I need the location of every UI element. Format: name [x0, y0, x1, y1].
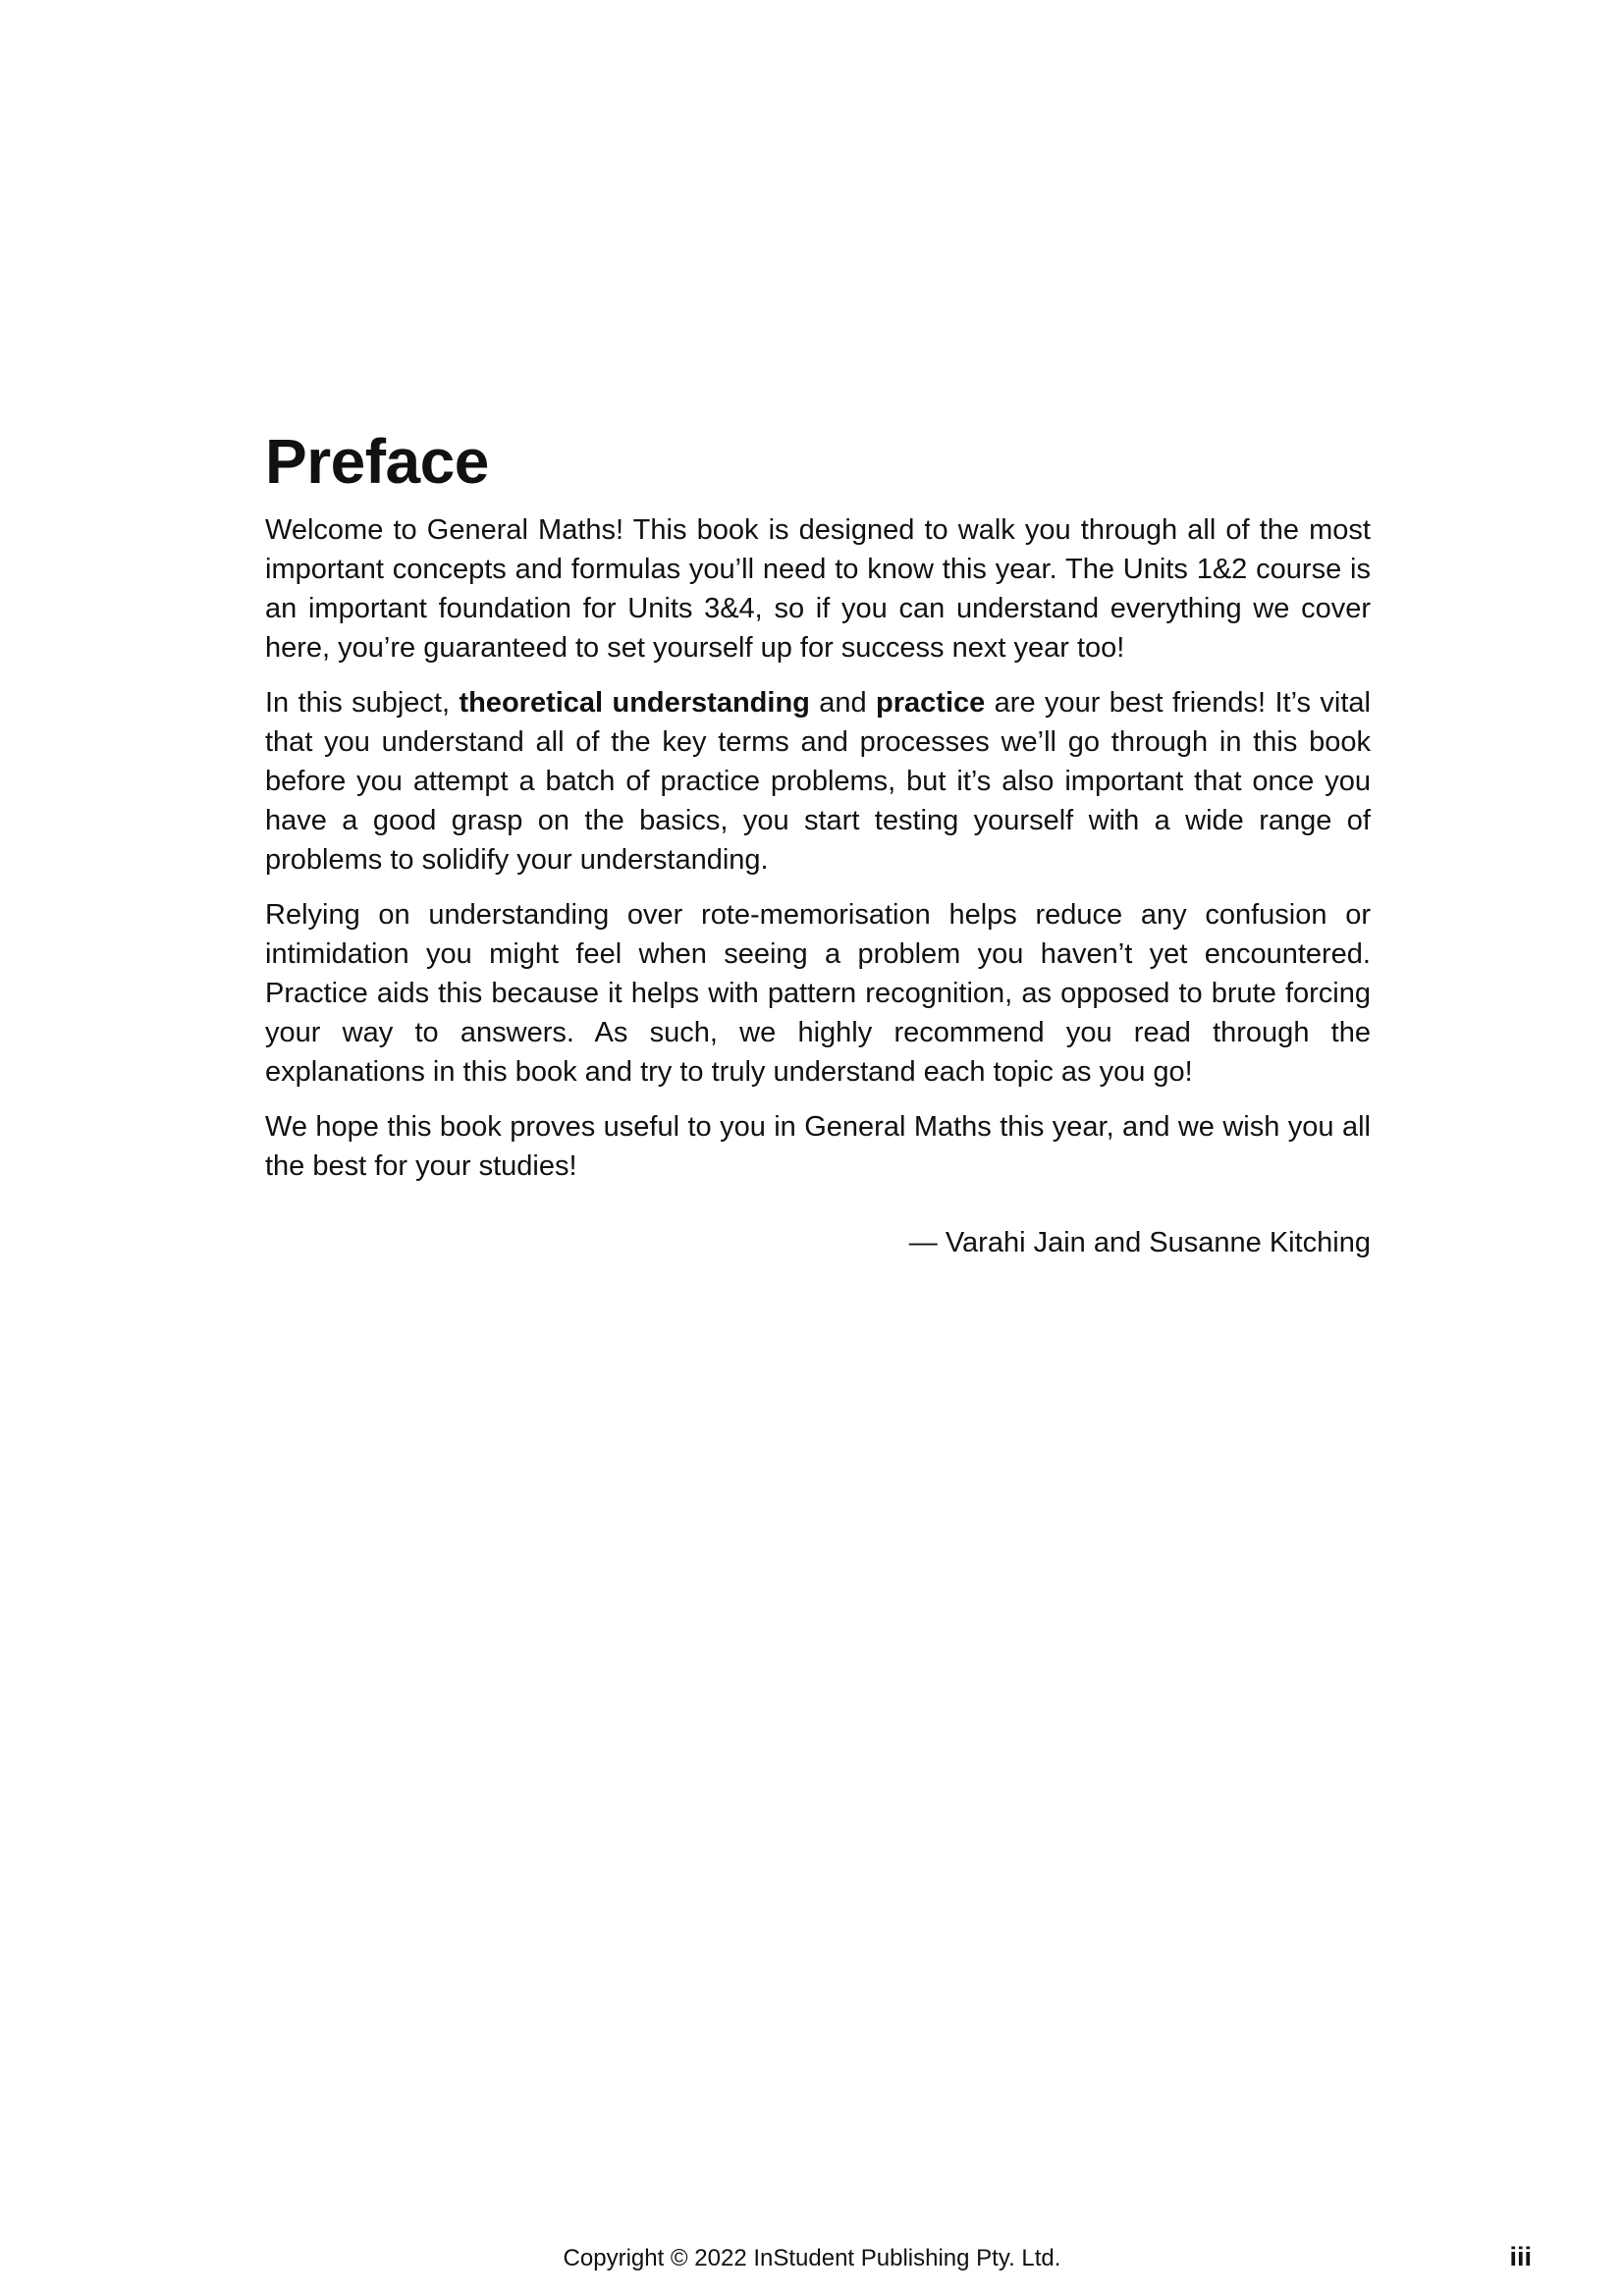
paragraph-subject-text-1: In this subject, [265, 687, 460, 719]
bold-theoretical-understanding: theoretical understanding [459, 687, 810, 719]
paragraph-welcome: Welcome to General Maths! This book is designed to walk you through all of the most important concepts and formulas you’ll need to know this year. The Units 1&2 course is an important foundation for Units 3&4, so if you can understand everything we cover here, you’re guaranteed to set yourself up for success next year too! [265, 514, 1371, 664]
bold-practice: practice [876, 687, 986, 719]
page-number: iii [1509, 2242, 1532, 2271]
paragraph-understanding: Relying on understanding over rote-memorisation helps reduce any confusion or intimidation you might feel when seeing a problem you haven’t yet encountered. Practice aids this because it helps with pattern recognition, as opposed to brute forcing your way to answers. As such, we highly recommend you read through the explanations in this book and try to truly understand each topic as you go! [265, 899, 1371, 1088]
footer-copyright: Copyright © 2022 InStudent Publishing Pty. Ltd. [563, 2245, 1061, 2271]
paragraph-subject-text-2: and [809, 687, 877, 719]
preface-section [265, 426, 1371, 1262]
paragraph-subject-text-3: are your best friends! It’s vital that you understand all of the key terms and processes we’ll go through in this book before you attempt a batch of practice problems, but it’s also important that once you have a good grasp on the basics, you start testing yourself with a wide range of problems to solidify your understanding. [265, 687, 1371, 876]
author-signature: — Varahi Jain and Susanne Kitching [908, 1227, 1371, 1258]
paragraph-subject [265, 683, 1371, 880]
page-title: Preface [265, 426, 489, 497]
paragraph-closing: We hope this book proves useful to you in General Maths this year, and we wish you all the best for your studies! [265, 1111, 1371, 1182]
